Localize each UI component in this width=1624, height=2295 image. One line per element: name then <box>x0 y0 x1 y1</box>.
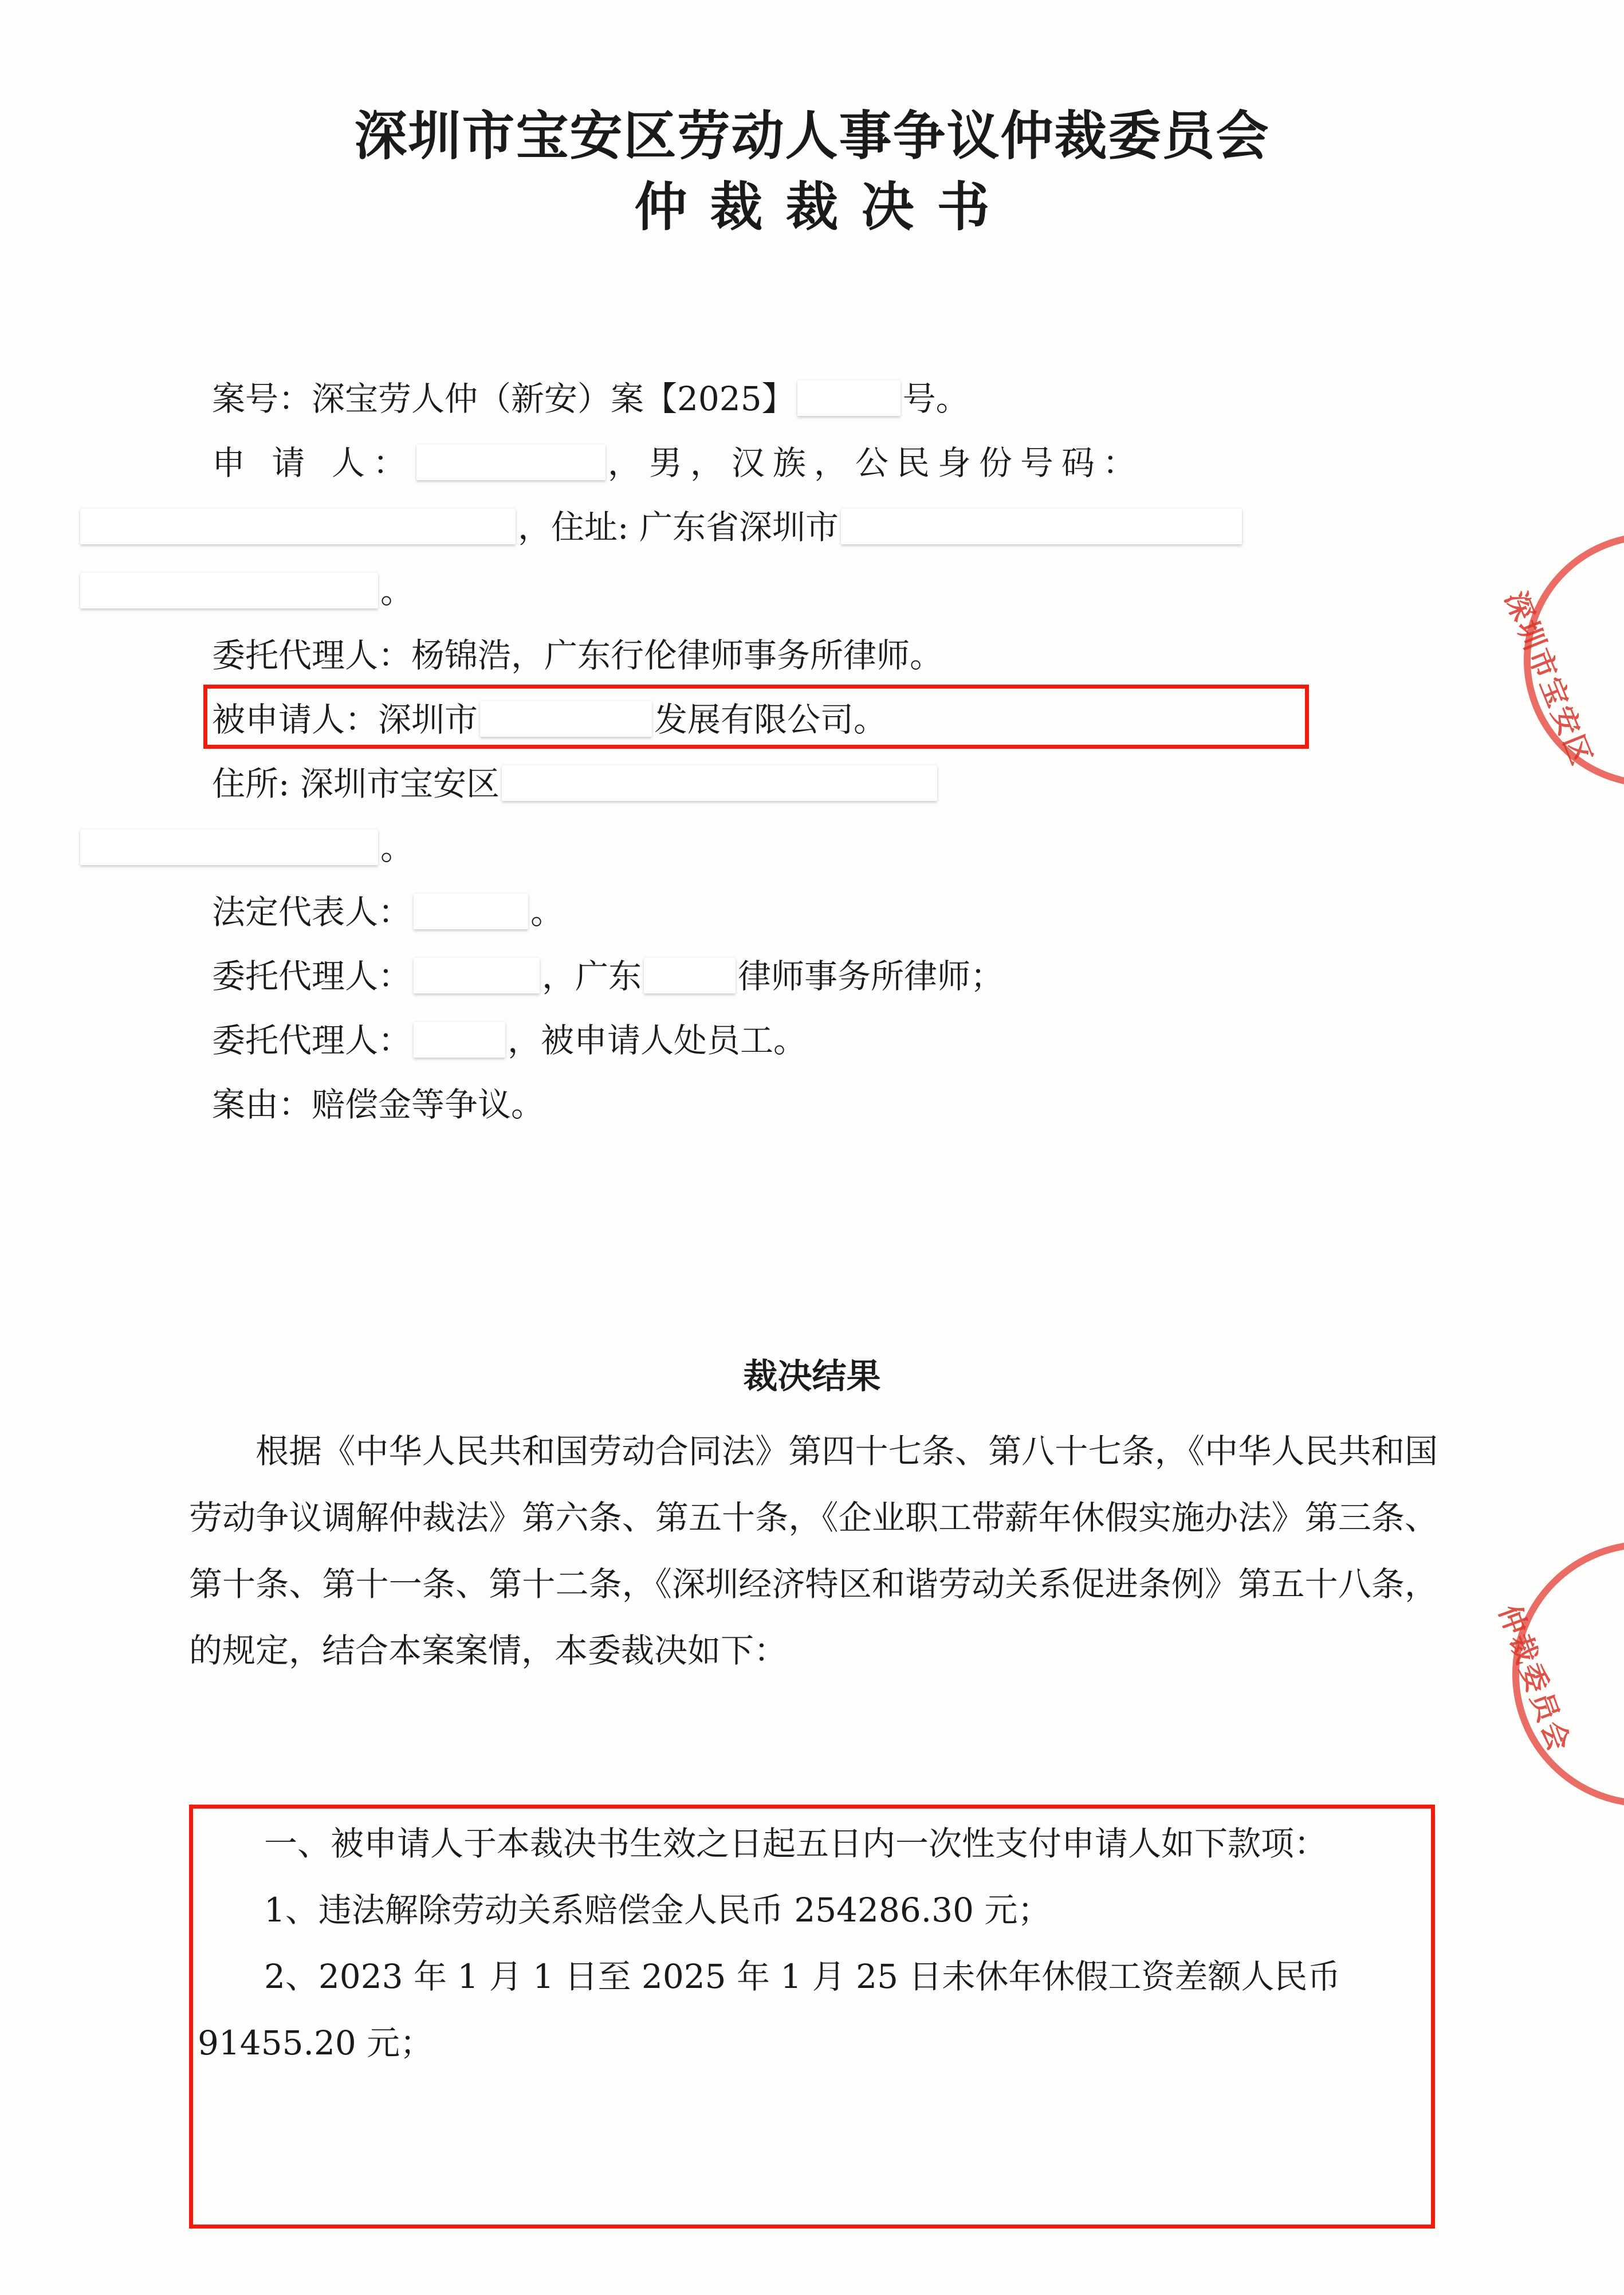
applicant-name-blank <box>416 445 605 480</box>
document-title <box>0 103 1624 245</box>
respondent-agent-1-firm-blank <box>644 958 736 993</box>
applicant-address-line <box>212 495 1412 559</box>
respondent-agent-2-line <box>212 1008 1412 1072</box>
applicant-id-blank <box>80 509 516 544</box>
applicant-agent-text: 委托代理人：杨锦浩，广东行伦律师事务所律师。 <box>212 636 943 675</box>
award-item-1-2: 2、2023 年 1 月 1 日至 2025 年 1 月 25 日未休年休假工资差额人民币 91455.20 元； <box>198 1957 1341 2062</box>
respondent-name-blank <box>480 701 652 737</box>
domicile-end-punct: 。 <box>380 828 414 867</box>
case-number-suffix: 号。 <box>902 379 969 418</box>
award-item-1: 一、被申请人于本裁决书生效之日起五日内一次性支付申请人如下款项： <box>264 1824 1328 1863</box>
address-label: ，住址: 广东省深圳市 <box>518 508 839 547</box>
respondent-prefix: 被申请人：深圳市 <box>212 700 478 739</box>
cause-of-action-line <box>212 1072 1412 1137</box>
case-number-line <box>212 367 1412 431</box>
applicant-after-text: ，男，汉族，公民身份号码： <box>607 443 1144 482</box>
legal-rep-blank <box>414 894 528 929</box>
respondent-agent-1-line <box>212 944 1412 1008</box>
respondent-domicile-line <box>212 752 1412 816</box>
award-item-1-1: 1、违法解除劳动关系赔偿金人民币 254286.30 元； <box>264 1891 1051 1929</box>
respondent-agent-1-suffix: 律师事务所律师； <box>738 957 1004 996</box>
applicant-agent-line <box>212 623 1412 687</box>
respondent-agent-2-name-blank <box>414 1022 505 1058</box>
address-end-punct: 。 <box>380 572 414 611</box>
respondent-suffix: 发展有限公司。 <box>654 700 887 739</box>
respondent-line <box>212 687 1412 752</box>
respondent-agent-1-name-blank <box>414 958 540 993</box>
applicant-line <box>212 431 1412 495</box>
address-blank-2 <box>80 573 378 608</box>
respondent-agent-1-label: 委托代理人： <box>212 957 412 996</box>
legal-basis-paragraph: 根据《中华人民共和国劳动合同法》第四十七条、第八十七条，《中华人民共和国劳动争议调解仲裁法》第六条、第五十条，《企业职工带薪年休假实施办法》第三条、第十条、第十一条、第十二条，《深圳经济特区和谐劳动关系促进条例》第五十八条，的规定，结合本案案情，本委裁决如下： <box>189 1432 1438 1670</box>
applicant-address-line-2 <box>212 559 1412 623</box>
domicile-blank-1 <box>502 765 937 801</box>
legal-rep-end-punct: 。 <box>530 893 564 932</box>
award-items-block <box>198 1810 1429 2076</box>
cause-of-action-text: 案由：赔偿金等争议。 <box>212 1085 545 1124</box>
applicant-label: 申 请 人： <box>212 443 414 482</box>
legal-basis-block <box>189 1418 1438 1684</box>
respondent-agent-1-mid: ，广东 <box>542 957 642 996</box>
respondent-domicile-line-2 <box>212 816 1412 880</box>
domicile-blank-2 <box>80 830 378 865</box>
title-line-doctype: 仲裁裁决书 <box>634 176 1013 238</box>
award-result-heading: 裁决结果 <box>743 1357 881 1397</box>
legal-rep-label: 法定代表人： <box>212 893 412 932</box>
legal-representative-line <box>212 880 1412 944</box>
case-header-block <box>212 367 1412 1137</box>
official-seal-top-text: 深圳市宝安区 <box>1499 586 1600 772</box>
case-number-prefix: 案号：深宝劳人仲（新安）案【2025】 <box>212 379 795 418</box>
title-line-authority: 深圳市宝安区劳动人事争议仲裁委员会 <box>354 105 1270 167</box>
respondent-agent-2-suffix: ，被申请人处员工。 <box>508 1021 807 1060</box>
official-seal-bottom-text: 仲裁委员会 <box>1492 1600 1577 1758</box>
domicile-prefix: 住所: 深圳市宝安区 <box>212 764 500 803</box>
respondent-agent-2-label: 委托代理人： <box>212 1021 412 1060</box>
address-blank-1 <box>841 509 1242 544</box>
case-number-blank <box>797 380 901 416</box>
